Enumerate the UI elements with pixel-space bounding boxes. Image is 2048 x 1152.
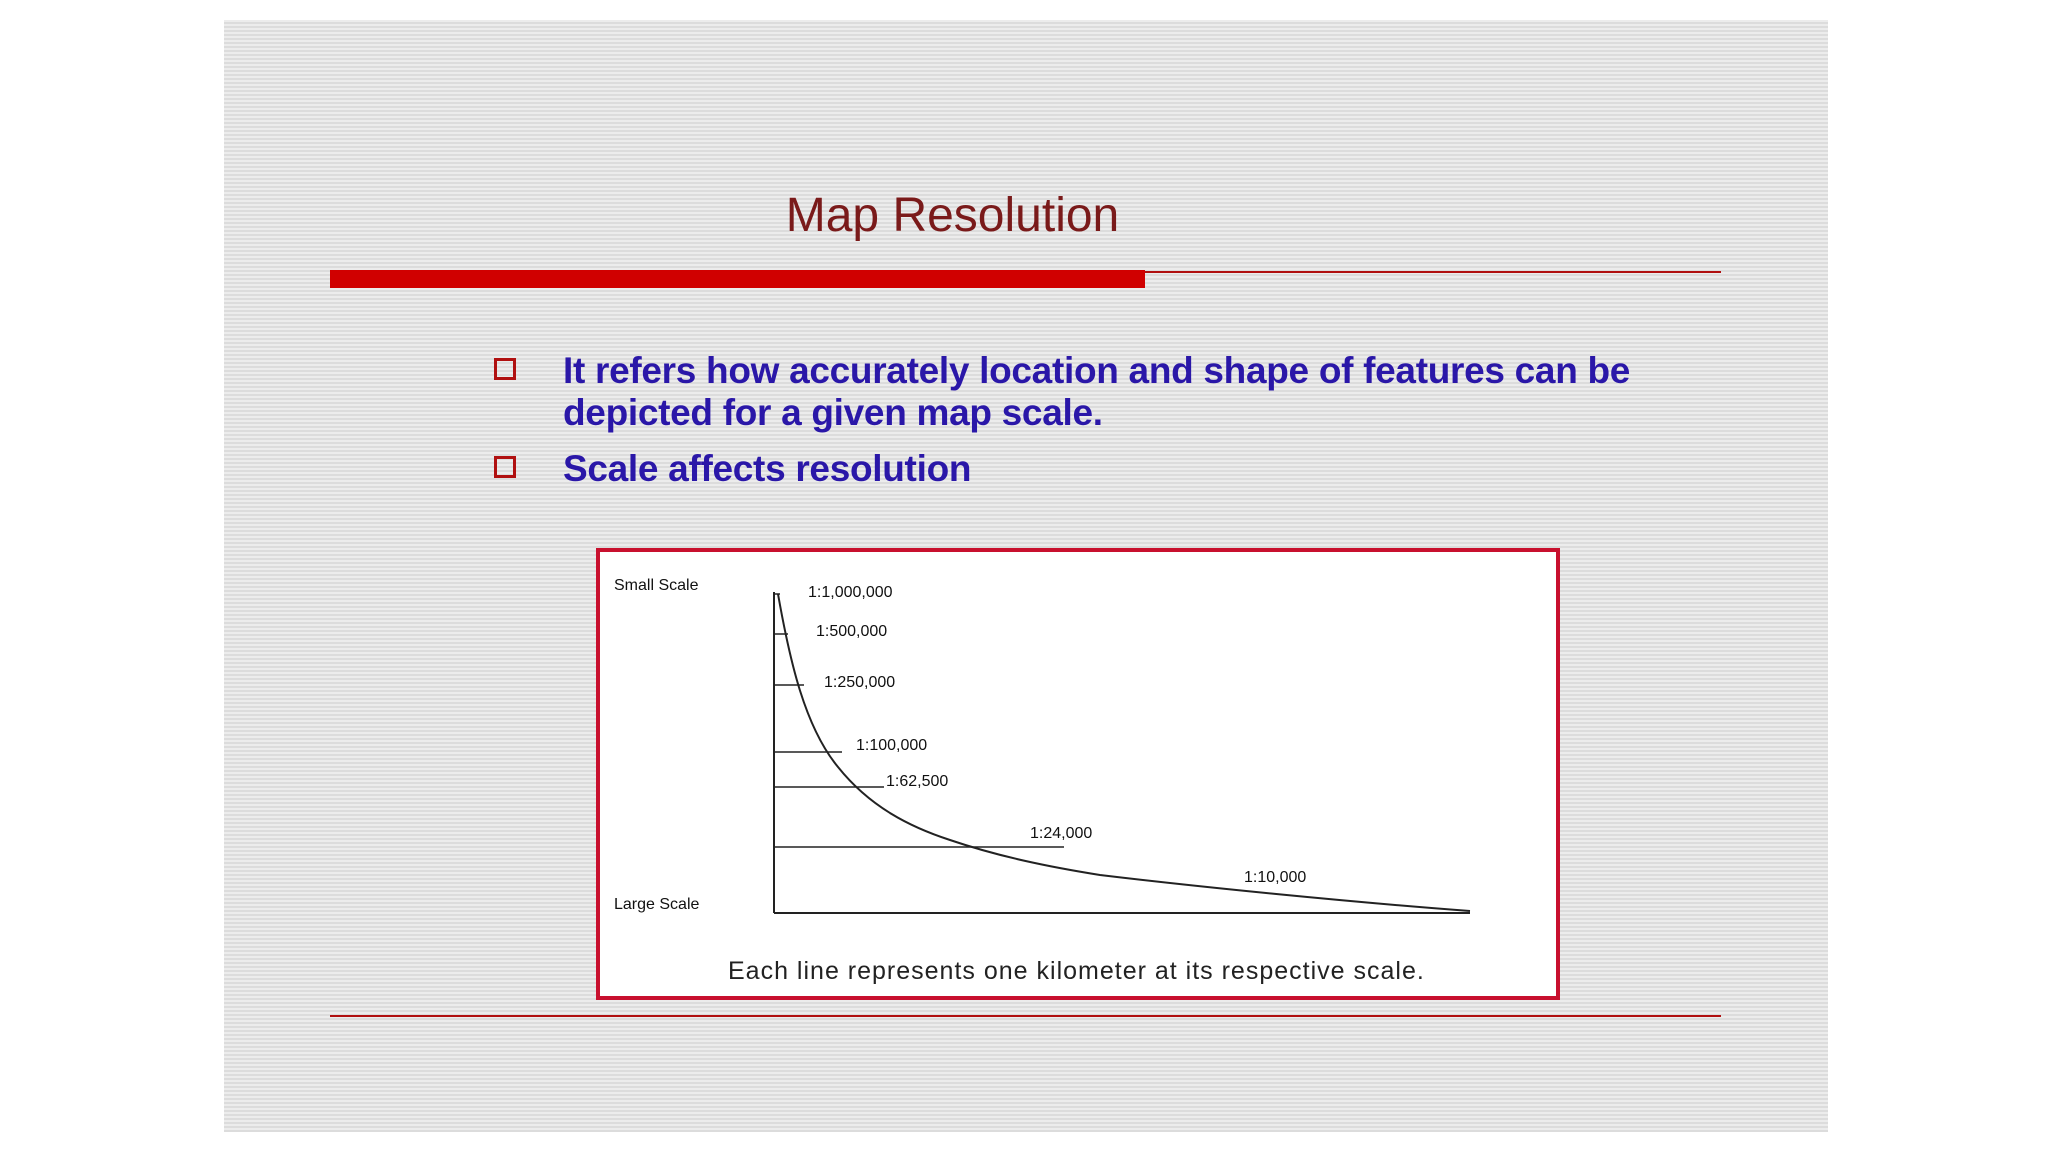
scale-label: 1:62,500: [886, 773, 949, 790]
scale-label: 1:100,000: [856, 737, 928, 754]
figure-caption: Each line represents one kilometer at its respective scale.: [728, 957, 1425, 985]
bullet-item: [494, 448, 1714, 490]
scale-resolution-figure: [596, 548, 1560, 1000]
title-underline-thick: [330, 270, 1145, 288]
axis-label-small-scale: Small Scale: [614, 577, 699, 594]
square-bullet-icon: [494, 358, 516, 380]
axis-label-large-scale: Large Scale: [614, 896, 700, 913]
bullet-text: Scale affects resolution: [563, 448, 972, 489]
square-bullet-icon: [494, 456, 516, 478]
bullet-item: [494, 350, 1714, 434]
scale-label: 1:10,000: [1244, 869, 1307, 886]
slide-title: Map Resolution: [785, 189, 1120, 242]
scale-label: 1:1,000,000: [808, 584, 893, 601]
bullet-text: It refers how accurately location and shape of features can be depicted for a given map scale.: [563, 350, 1631, 433]
slide: [224, 20, 1828, 1132]
title-underline-thin: [1145, 271, 1721, 273]
scale-label: 1:500,000: [816, 623, 888, 640]
scale-label: 1:250,000: [824, 674, 896, 691]
footer-rule: [330, 1015, 1721, 1017]
scale-label: 1:24,000: [1030, 825, 1093, 842]
scale-curve-diagram: [600, 552, 1556, 996]
